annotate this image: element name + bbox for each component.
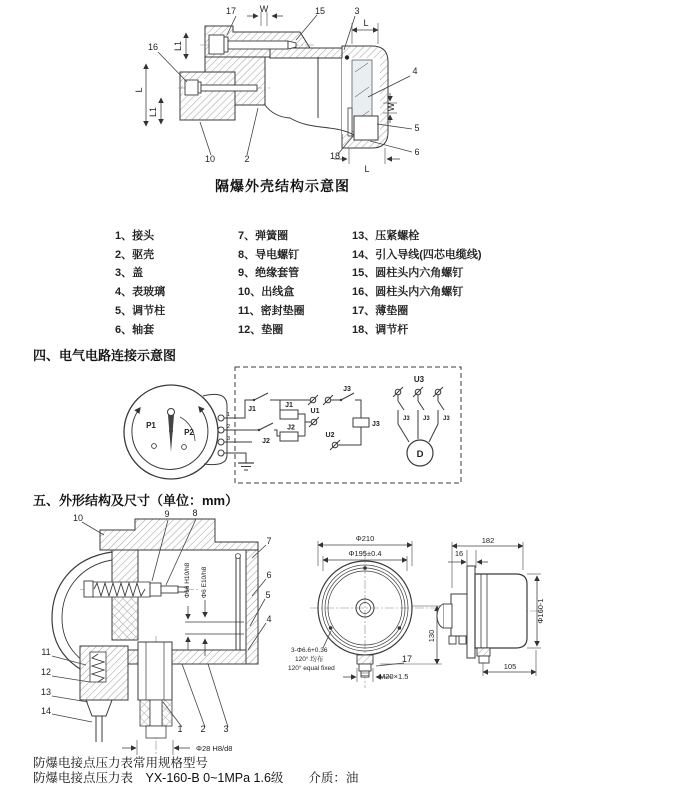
terminal-label-u2: U2 bbox=[325, 432, 335, 439]
housing-label-15: 15 bbox=[314, 6, 326, 16]
parts-list-item: 9、绝缘套管 bbox=[238, 267, 300, 280]
parts-list-column-3 bbox=[352, 227, 482, 339]
side-view-shapes bbox=[437, 566, 545, 663]
dim-130: 130 bbox=[427, 629, 436, 643]
housing-label-l-bottom: L bbox=[364, 164, 370, 174]
housing-label-18: 18 bbox=[329, 151, 341, 161]
ol-label-17: 17 bbox=[401, 654, 413, 664]
fit-dim-phi28: Φ28 H8/d8 bbox=[196, 744, 233, 753]
phase-switch-label-j3a: J3 bbox=[403, 416, 410, 422]
dim-phi210: Φ210 bbox=[355, 534, 375, 543]
mounting-bracket bbox=[467, 566, 475, 658]
side-terminal-box bbox=[451, 594, 467, 636]
ol-label-1: 1 bbox=[177, 724, 183, 734]
ol-label-10: 10 bbox=[72, 513, 84, 523]
ol-label-8: 8 bbox=[192, 508, 198, 518]
fit-dim-phi6: Φ6 E10/h8 bbox=[201, 566, 208, 598]
coil-label-j3: J3 bbox=[372, 421, 380, 428]
pressure-stem bbox=[138, 642, 172, 700]
gauge-needle bbox=[168, 415, 174, 452]
housing-label-l1-upper: L1 bbox=[173, 40, 183, 52]
parts-list-item: 6、轴套 bbox=[115, 323, 155, 336]
dim-phi160: Φ160-1 bbox=[536, 598, 545, 624]
housing-label-2: 2 bbox=[244, 154, 250, 164]
dim-holes-line3: 120° equal fixed bbox=[288, 665, 335, 672]
circuit-wiring bbox=[224, 387, 444, 470]
dim-holes-line1: 3-Φ6.6+0.36 bbox=[291, 647, 328, 654]
parts-list-item: 3、盖 bbox=[115, 267, 144, 280]
dim-182: 182 bbox=[481, 536, 495, 545]
outline-dimension-drawings bbox=[30, 505, 610, 757]
dim-16: 16 bbox=[454, 549, 464, 558]
insulation-block bbox=[112, 596, 138, 640]
adjust-rod bbox=[348, 108, 352, 136]
switch-label-j1: J1 bbox=[248, 406, 256, 413]
parts-list-item: 4、表玻璃 bbox=[115, 286, 166, 299]
phase-switch-label-j3c: J3 bbox=[443, 416, 450, 422]
cable-gland bbox=[86, 700, 112, 716]
adjust-block bbox=[354, 116, 378, 140]
parts-list-item: 7、弹簧圈 bbox=[238, 230, 289, 242]
ol-label-5: 5 bbox=[265, 590, 271, 600]
switch-label-j2: J2 bbox=[262, 438, 270, 445]
parts-list-item: 10、出线盒 bbox=[238, 286, 295, 299]
dim-m20: M20×1.5 bbox=[379, 672, 409, 681]
gauge-needle-tip bbox=[168, 409, 175, 416]
ol-label-6: 6 bbox=[266, 570, 272, 580]
housing-label-10: 10 bbox=[204, 154, 216, 164]
terminal-label-2: 2 bbox=[227, 424, 231, 430]
housing-label-17: 17 bbox=[225, 6, 237, 16]
housing-label-l1-lower: L1 bbox=[148, 106, 158, 118]
housing-label-4: 4 bbox=[412, 66, 418, 76]
ol-label-2: 2 bbox=[200, 724, 206, 734]
ol-label-11: 11 bbox=[41, 647, 51, 657]
ol-label-4: 4 bbox=[266, 614, 272, 624]
dim-holes-line2: 120° 均布 bbox=[295, 656, 324, 663]
parts-list-column-1 bbox=[115, 227, 165, 339]
switch-label-j3: J3 bbox=[343, 386, 351, 393]
ol-label-7: 7 bbox=[266, 536, 272, 546]
front-view-dims bbox=[318, 541, 442, 682]
parts-list-item: 13、压紧螺栓 bbox=[352, 230, 420, 242]
bezel-section bbox=[246, 550, 258, 664]
housing-cross-section-drawing bbox=[130, 2, 440, 174]
housing-label-16: 16 bbox=[147, 42, 159, 52]
footer-spec-title: 防爆电接点压力表常用规格型号 bbox=[33, 756, 209, 770]
parts-list-item: 17、薄垫圈 bbox=[352, 304, 409, 317]
parts-list-item: 16、圆柱头内六角螺钉 bbox=[352, 286, 464, 299]
case-top-band bbox=[100, 519, 258, 550]
housing-label-l-lower: L bbox=[134, 87, 144, 93]
housing-top-wall bbox=[270, 48, 345, 58]
coil-label-j1: J1 bbox=[285, 402, 293, 409]
parts-list-column-2 bbox=[238, 227, 305, 339]
parts-list-item: 5、调节柱 bbox=[115, 304, 166, 317]
terminal-label-3: 3 bbox=[227, 436, 231, 442]
housing-label-w-right: W bbox=[386, 102, 396, 112]
parts-list-item: 1、接头 bbox=[115, 230, 155, 242]
gauge-pointer-label-p2: P2 bbox=[184, 428, 194, 437]
terminal-label-u3: U3 bbox=[413, 375, 425, 384]
motor-label-d: D bbox=[416, 449, 424, 460]
parts-list-item: 11、密封垫圈 bbox=[238, 304, 305, 317]
housing-label-6: 6 bbox=[414, 147, 420, 157]
section5-heading: 五、外形结构及尺寸（单位：mm） bbox=[33, 493, 239, 508]
gauge-pointer-label-p1: P1 bbox=[146, 421, 156, 430]
parts-list-item: 8、导电螺钉 bbox=[238, 248, 300, 261]
ol-label-9: 9 bbox=[164, 509, 170, 519]
dim-105: 105 bbox=[503, 662, 517, 671]
ol-label-3: 3 bbox=[223, 724, 229, 734]
electrical-circuit-diagram bbox=[118, 360, 470, 490]
housing-label-5: 5 bbox=[414, 123, 420, 133]
dim-phi195: Φ195±0.4 bbox=[348, 549, 382, 558]
ol-label-13: 13 bbox=[40, 687, 52, 697]
footer-spec-model: 防爆电接点压力表 YX-160-B 0~1MPa 1.6级 介质：油 bbox=[33, 771, 359, 785]
parts-list-item: 14、引入导线(四芯电缆线) bbox=[352, 248, 482, 261]
case-side-body bbox=[475, 574, 527, 648]
parts-list-item: 15、圆柱头内六角螺钉 bbox=[352, 267, 464, 280]
coil-label-j2: J2 bbox=[287, 424, 295, 432]
terminal-label-u1: U1 bbox=[310, 408, 320, 415]
section4-heading: 四、电气电路连接示意图 bbox=[33, 348, 177, 363]
ol-label-14: 14 bbox=[40, 706, 52, 716]
phase-switch-label-j3b: J3 bbox=[423, 416, 430, 422]
housing-label-3: 3 bbox=[354, 6, 360, 16]
housing-label-w-top: W bbox=[259, 4, 269, 14]
parts-list-item: 18、调节杆 bbox=[352, 323, 409, 336]
terminal-label-1: 1 bbox=[227, 412, 231, 418]
housing-drawing-caption: 隔爆外壳结构示意图 bbox=[215, 178, 350, 194]
parts-list-item: 2、驱壳 bbox=[115, 248, 155, 261]
housing-label-l-topright: L bbox=[363, 18, 369, 28]
fit-dim-phi16: Φ16 H10/h8 bbox=[184, 562, 191, 598]
ol-label-12: 12 bbox=[40, 667, 52, 677]
pressure-gauge-symbol bbox=[124, 385, 227, 479]
parts-list-item: 12、垫圈 bbox=[238, 323, 284, 336]
gauge-terminals bbox=[218, 415, 224, 456]
